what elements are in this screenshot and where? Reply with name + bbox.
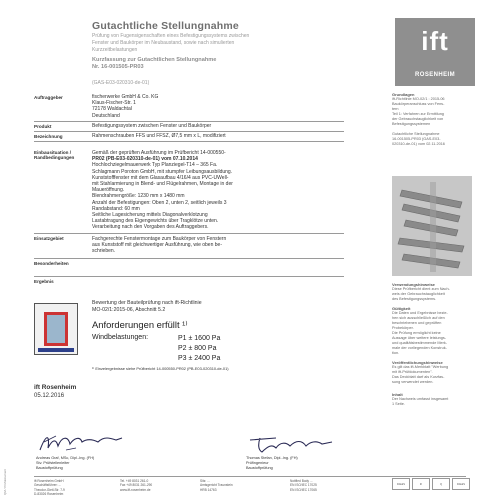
sidebar-line: ift-Richtlinie MO-02/1 : 2015-06	[392, 97, 445, 101]
document-intro	[92, 33, 372, 55]
intro-line: Kurzzeitbelastungen	[92, 47, 138, 54]
accreditation-badge: DAkkS	[452, 478, 470, 490]
einbau-line: Gemäß der geprüften Ausführung im Prüfbericht 14-000550-	[92, 150, 226, 156]
divider	[34, 121, 344, 122]
sidebar-heading: Veröffentlichungshinweise	[392, 360, 443, 365]
einsatz-line: schrieben.	[92, 248, 116, 255]
document-title: Gutachtliche Stellungnahme	[92, 20, 239, 32]
sidebar-line: Die Daten und Ergebnisse bezie-	[392, 311, 448, 315]
divider	[34, 131, 344, 132]
footer-line: Notified Body ...	[290, 479, 313, 483]
einbau-line: Verarbeitung nach den Vorgaben des Auftraggebers.	[92, 224, 209, 231]
footer-line: Amtsgericht Traunstein	[200, 483, 233, 488]
sidebar-gueltigkeit	[392, 306, 478, 356]
signatory-left	[36, 456, 94, 471]
sidebar-veroeffentlichung	[392, 360, 478, 385]
sidebar-line: und qualitätsbestimmende Merk-	[392, 341, 448, 345]
auftraggeber-value	[92, 94, 342, 119]
einbausituation-value	[92, 150, 342, 231]
wind-load-value: P1 ± 1600 Pa	[178, 335, 221, 342]
accreditation-badge: Q	[432, 478, 450, 490]
einbau-line: Lastabtragung des Eigengewichts über Tragklötze unten.	[92, 218, 219, 225]
footer-col	[200, 479, 233, 492]
requirement-line: MO-02/1:2015-06, Abschnitt 5.2	[92, 307, 166, 313]
footer-divider	[34, 476, 466, 477]
auftraggeber-line: 72178 Waldachtal	[92, 106, 132, 113]
einsatzgebiet-label: Einsatzgebiet	[34, 236, 64, 241]
window-test-icon	[34, 303, 78, 355]
sidebar-line: Befestigungssystemen	[392, 122, 431, 126]
wind-load-value: P3 ± 2400 Pa	[178, 355, 221, 362]
einbau-line: mit Stahlarmierung in Blend- und Flügelrahmen, Montage in der	[92, 181, 233, 188]
sidebar-line: beschriebenen und geprüften	[392, 321, 442, 325]
sidebar-line: Diese Prüfbericht dient zum Nach-	[392, 287, 450, 291]
footer-line: HRB 14763	[200, 487, 217, 492]
sidebar-line: hen sich ausschließlich auf den	[392, 316, 445, 320]
signatory-line: Thomas Stefan, Dipl.-Ing. (FH)	[246, 456, 298, 460]
side-reference-code: QM / Prüfdokument	[3, 468, 7, 495]
sidebar-line: 020310-de-01) vom 02.11.2016	[392, 142, 445, 146]
kurzfassung-heading	[92, 57, 372, 71]
signatory-line: Andreas Graf, MSc, Dipl.-Ing. (FH)	[36, 456, 95, 460]
wind-load-value: P2 ± 800 Pa	[178, 345, 217, 352]
sidebar-inhalt	[392, 392, 478, 407]
signatory-line: Baustoffprüfung	[246, 466, 273, 470]
sidebar-heading: Inhalt	[392, 392, 403, 397]
sidebar-line: sung verwendet werden.	[392, 380, 434, 384]
intro-line: Prüfung von Fugensigenschaften eines Befestigungssystems zwischen	[92, 33, 250, 39]
wind-load-label: Windbelastungen:	[92, 334, 149, 341]
footer-col	[34, 479, 65, 496]
signature-right	[246, 430, 336, 456]
sidebar-line: Der Nachweis umfasst insgesamt	[392, 397, 449, 401]
sidebar-line: male der vorliegenden Konstruk-	[392, 346, 447, 350]
sidebar-verwendung	[392, 282, 478, 302]
einbausituation-label	[34, 150, 74, 160]
sidebar-line: Probekörper.	[392, 326, 414, 330]
sidebar-line: Baukörperanschluss von Fens-	[392, 102, 445, 106]
wind-load-results	[178, 334, 220, 364]
einbau-line: Randabstand: 60 mm	[92, 205, 140, 212]
ift-rosenheim-logo	[395, 18, 475, 86]
sidebar-heading: Gültigkeit	[392, 306, 411, 311]
footer-line: EN ISO/IEC 17025	[290, 483, 317, 488]
besonderheiten-label: Besonderheiten	[34, 261, 69, 266]
divider	[34, 233, 344, 234]
einbau-line: Kunststofffenster mit dem Glasaufbau 4/16/4 aus PVC-UWell-	[92, 174, 229, 181]
einsatzgebiet-value	[92, 236, 342, 255]
kurzfassung-line: Kurzfassung zur Gutachtlichen Stellungnahme	[92, 57, 217, 63]
accreditation-badge: ift	[412, 478, 430, 490]
sidebar-heading: Verwendungshinweise	[392, 282, 435, 287]
footer-line: Sitz: ...	[200, 479, 210, 483]
requirement-basis	[92, 300, 342, 314]
signatory-line: Prüfingenieur	[246, 461, 269, 465]
sidebar-line: Das Deckblatt darf als Kurzfas-	[392, 375, 445, 379]
place-date	[34, 384, 76, 400]
sidebar-line: 16-001505-PR03 (GAS-E03-	[392, 137, 441, 141]
intro-line: Fenster und Baukörper im Neubaustand, sowie nach simulierten	[92, 40, 235, 47]
footer-line: www.ift-rosenheim.de	[120, 487, 151, 492]
sidebar-line: weis der Gebrauchstauglichkeit	[392, 292, 445, 296]
product-photo	[392, 176, 472, 276]
window-frame-icon	[44, 312, 68, 346]
footer-line: ift Rosenheim GmbH	[34, 479, 64, 483]
auftraggeber-label: Auftraggeber	[34, 95, 63, 100]
sidebar-line: 1 Seite.	[392, 402, 405, 406]
divider	[34, 276, 344, 277]
einbau-line: PR02 (PB-E03-020310-de-01) vom 07.10.2014	[92, 156, 198, 163]
einbau-line: Hochlochziegelmauerwerk Typ Planziegel-T14 – 365 Fa.	[92, 162, 218, 169]
requirement-line: Bewertung der Bauteilprüfung nach ift-Richtlinie	[92, 300, 202, 306]
einbau-line: Maueröffnung.	[92, 187, 125, 194]
sidebar-line: tern	[392, 107, 399, 111]
footer-col	[290, 479, 317, 492]
footer-line: Fax +49 8031 261-290	[120, 483, 153, 488]
requirements-fulfilled-heading: Anforderungen erfüllt ¹⁾	[92, 319, 188, 330]
divider	[34, 258, 344, 259]
sidebar-line: Aussage über weitere leistungs-	[392, 336, 447, 340]
ergebnis-label: Ergebnis	[34, 279, 54, 284]
divider	[34, 141, 344, 142]
sill-bar-icon	[38, 348, 74, 352]
footer-line: Geschäftsführer: ...	[34, 483, 62, 488]
footnote: ¹⁾ Einzelergebnisse siehe Prüfbericht 14-000550-PR02 (PB-E03-020310-de-01)	[92, 366, 229, 371]
produkt-label: Produkt	[34, 124, 52, 129]
einbau-line: Seitliche Lagesicherung mittels Diagonalverklotzung	[92, 212, 208, 219]
logo-mark: ift	[421, 26, 449, 56]
place-name: ift Rosenheim	[34, 384, 77, 391]
bezeichnung-label: Bezeichnung	[34, 134, 63, 139]
sidebar-line: des Befestigungssystems.	[392, 297, 437, 301]
auftraggeber-line: fischerwerke GmbH & Co. KG	[92, 94, 159, 100]
produkt-value: Befestigungssystem zwischen Fenster und Baukörper	[92, 123, 212, 129]
accreditation-badge: DAkkS	[392, 478, 410, 490]
einbausituation-label-line: Randbedingungen	[34, 155, 75, 160]
footer-line: Theodor-Gietl-Str. 7-9	[34, 487, 65, 492]
einbau-line: Schlagmann Poroton GmbH, mit stumpfer Leibungsausbildung.	[92, 168, 233, 175]
report-sub-number: (GAS-E03-020310-de-01)	[92, 80, 150, 86]
auftraggeber-line: Klaus-Fischer-Str. 1	[92, 100, 136, 107]
sidebar-line: Es gilt das ift-Merkblatt "Werbung	[392, 365, 449, 369]
einsatz-line: Fachgerechte Fenstermontage zum Baukörper von Fenstern	[92, 236, 227, 242]
einsatz-line: aus Kunststoff mit gleichwertiger Ausführung, wie oben be-	[92, 242, 222, 249]
signatory-right	[246, 456, 298, 471]
footer-line: EN ISO/IEC 17065	[290, 487, 317, 492]
footer-line: D-83026 Rosenheim	[34, 491, 64, 496]
accreditation-badges	[392, 478, 470, 490]
signature-left	[36, 430, 126, 456]
einbau-line: Blendrahmengröße: 1230 mm x 1480 mm	[92, 193, 185, 200]
signatory-line: Stv. Prüfstellenleiter	[36, 461, 70, 465]
report-number: Nr. 16-001505-PR03	[92, 64, 144, 70]
sidebar-heading: Grundlagen	[392, 92, 415, 97]
issue-date: 05.12.2016	[34, 393, 65, 399]
signatory-line: Baustoffprüfung	[36, 466, 63, 470]
sidebar-line: Teil 1: Verfahren zur Ermittlung	[392, 112, 444, 116]
bezeichnung-value: Rahmenschrauben FFS und FFSZ, Ø7,5 mm x L, modifiziert	[92, 133, 226, 139]
logo-wordmark: ROSENHEIM	[415, 72, 455, 78]
auftraggeber-line: Deutschland	[92, 112, 120, 119]
sidebar-line: tion.	[392, 351, 400, 355]
sidebar-line: der Gebrauchstauglichkeit von	[392, 117, 444, 121]
footer-line: Tel. +49 8031 261-0	[120, 479, 149, 483]
sidebar-line: mit ift-Prüfdokumenten".	[392, 370, 433, 374]
sidebar-line: Die Prüfung ermöglicht keine	[392, 331, 441, 335]
sidebar-line: Gutachtliche Stellungnahme	[392, 132, 440, 136]
sidebar-grundlagen	[392, 92, 478, 147]
einbau-line: Anzahl der Befestigungen: Oben 2, unten 2, seitlich jeweils 3	[92, 199, 227, 206]
einbausituation-label-line: Einbausituation /	[34, 150, 72, 155]
footer-col	[120, 479, 152, 492]
